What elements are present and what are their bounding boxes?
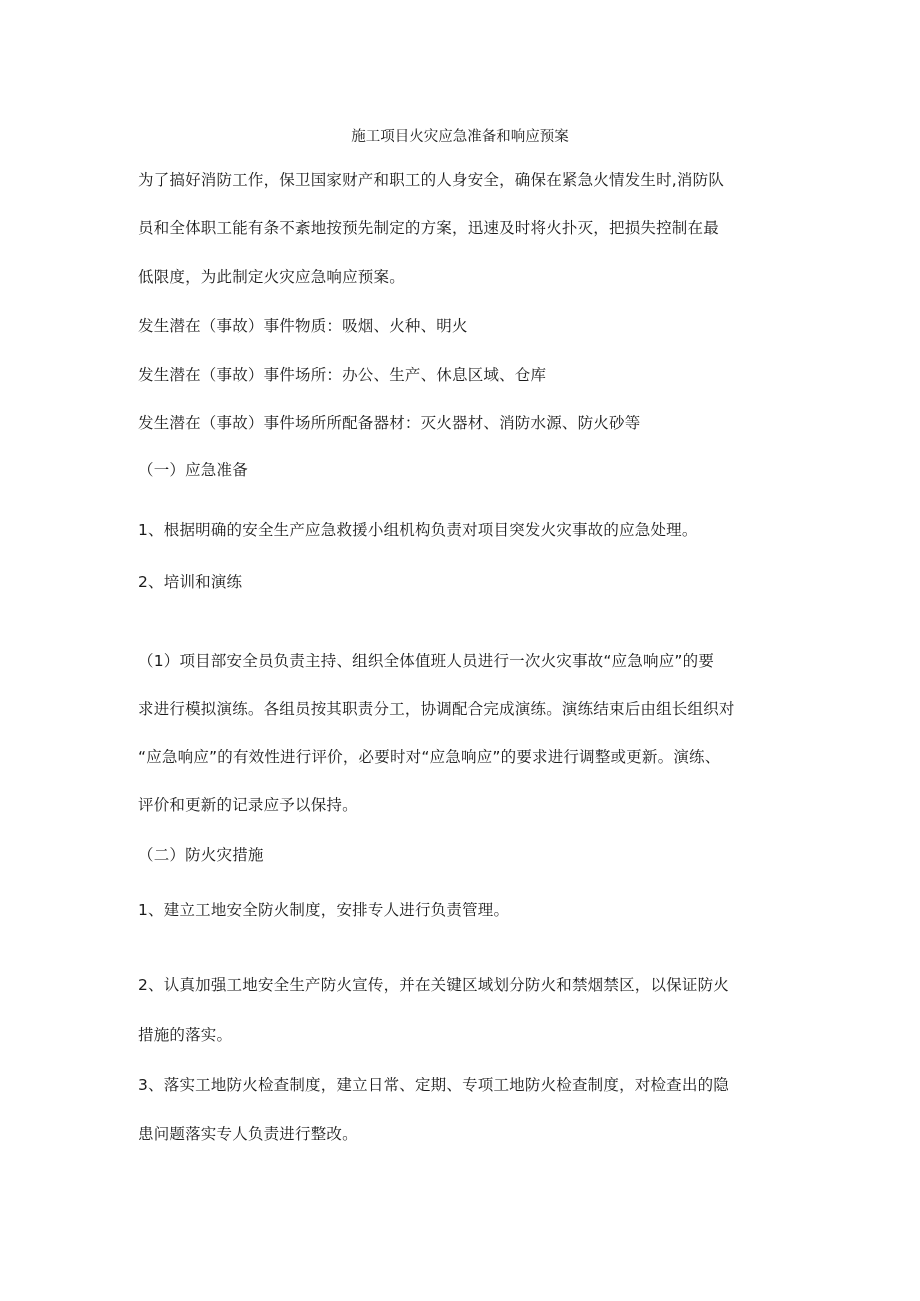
section-heading: （一）应急准备 [138, 461, 248, 479]
paragraph-line: （1）项目部安全员负责主持、组织全体值班人员进行一次火灾事故“应急响应”的要 [138, 652, 715, 670]
paragraph-line: “应急响应”的有效性进行评价，必要时对“应急响应”的要求进行调整或更新。演练、 [138, 748, 721, 766]
paragraph-line: 为了搞好消防工作，保卫国家财产和职工的人身安全，确保在紧急火情发生时,消防队 [138, 171, 725, 189]
paragraph-line: 患问题落实专人负责进行整改。 [138, 1125, 358, 1143]
list-item: 3、落实工地防火检查制度，建立日常、定期、专项工地防火检查制度，对检查出的隐 [138, 1076, 729, 1094]
section-heading: （二）防火灾措施 [138, 846, 264, 864]
paragraph-line: 评价和更新的记录应予以保持。 [138, 796, 358, 814]
paragraph-line: 发生潜在（事故）事件场所所配备器材：灭火器材、消防水源、防火砂等 [138, 414, 641, 432]
list-item: 2、培训和演练 [138, 573, 243, 591]
paragraph-line: 低限度，为此制定火灾应急响应预案。 [138, 268, 405, 286]
list-item: 1、根据明确的安全生产应急救援小组机构负责对项目突发火灾事故的应急处理。 [138, 521, 698, 539]
list-item: 2、认真加强工地安全生产防火宣传，并在关键区域划分防火和禁烟禁区，以保证防火 [138, 976, 729, 994]
paragraph-line: 员和全体职工能有条不紊地按预先制定的方案，迅速及时将火扑灭，把损失控制在最 [138, 219, 719, 237]
list-item: 1、建立工地安全防火制度，安排专人进行负责管理。 [138, 901, 510, 919]
paragraph-line: 求进行模拟演练。各组员按其职责分工，协调配合完成演练。演练结束后由组长组织对 [138, 700, 735, 718]
paragraph-line: 发生潜在（事故）事件场所：办公、生产、休息区域、仓库 [138, 366, 547, 384]
document-title: 施工项目火灾应急准备和响应预案 [351, 129, 569, 145]
paragraph-line: 发生潜在（事故）事件物质：吸烟、火种、明火 [138, 317, 468, 335]
paragraph-line: 措施的落实。 [138, 1026, 233, 1044]
